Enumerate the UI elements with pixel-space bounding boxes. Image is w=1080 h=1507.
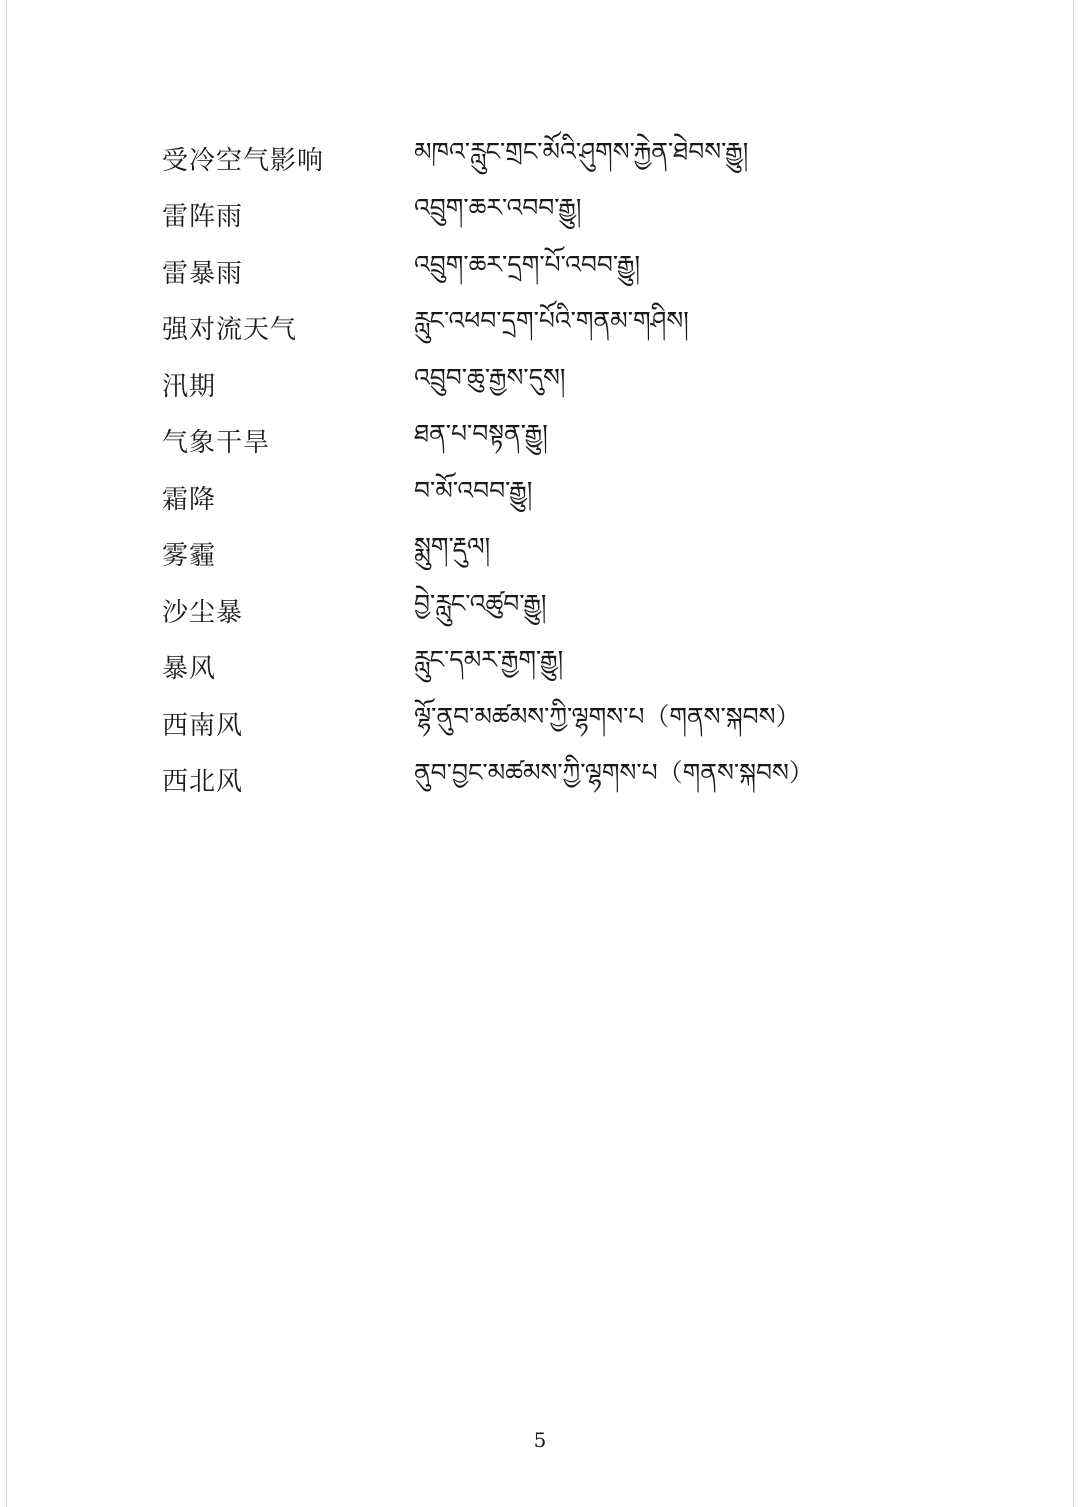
term-tibetan: ལྷོ་ནུབ་མཚམས་ཀྱི་ལྷགས་པ（གནས་སྐབས） <box>414 701 801 731</box>
page-number: 5 <box>533 1428 547 1452</box>
glossary-row <box>162 413 922 470</box>
glossary-row <box>162 752 922 809</box>
page-edge-left <box>6 0 7 1507</box>
term-chinese: 汛期 <box>162 371 217 402</box>
term-chinese: 沙尘暴 <box>162 597 244 628</box>
term-chinese: 西北风 <box>162 767 244 798</box>
glossary-row <box>162 243 922 300</box>
term-tibetan: མཁའ་རླུང་གྲང་མོའི་ཤུགས་རྐྱེན་ཐེབས་རྒྱུ། <box>414 136 749 166</box>
glossary-list <box>162 130 922 808</box>
term-tibetan: རླུང་འཕབ་དྲག་པོའི་གནམ་གཤིས། <box>414 306 689 336</box>
term-chinese: 雷暴雨 <box>162 258 244 289</box>
term-chinese: 西南风 <box>162 710 244 741</box>
page-edge-right <box>1073 0 1074 1507</box>
term-tibetan: བྱེ་རླུང་འཚུབ་རྒྱུ། <box>414 588 547 618</box>
glossary-row <box>162 300 922 357</box>
term-tibetan: ནུབ་བྱང་མཚམས་ཀྱི་ལྷགས་པ（གནས་སྐབས） <box>414 758 814 788</box>
glossary-row <box>162 526 922 583</box>
glossary-row <box>162 356 922 413</box>
term-chinese: 霜降 <box>162 484 217 515</box>
glossary-row <box>162 469 922 526</box>
term-chinese: 受冷空气影响 <box>162 145 325 176</box>
glossary-row <box>162 582 922 639</box>
term-tibetan: སྨུག་རྡུལ། <box>414 532 491 562</box>
term-chinese: 强对流天气 <box>162 315 298 346</box>
term-chinese: 气象干旱 <box>162 428 271 459</box>
glossary-row <box>162 695 922 752</box>
glossary-row <box>162 130 922 187</box>
term-tibetan: ཐན་པ་བསྟན་རྒྱུ། <box>414 419 548 449</box>
term-tibetan: རླུང་དམར་རྒྱག་རྒྱུ། <box>414 645 564 675</box>
glossary-row <box>162 187 922 244</box>
term-tibetan: འབྲུག་ཆར་དྲག་པོ་འབབ་རྒྱུ། <box>414 249 641 279</box>
term-tibetan: བ་མོ་འབབ་རྒྱུ། <box>414 475 533 505</box>
term-tibetan: འབྲུབ་ཆུ་རྒྱས་དུས། <box>414 362 566 392</box>
term-chinese: 雾霾 <box>162 541 217 572</box>
term-chinese: 暴风 <box>162 654 217 685</box>
glossary-row <box>162 639 922 696</box>
term-chinese: 雷阵雨 <box>162 202 244 233</box>
term-tibetan: འབྲུག་ཆར་འབབ་རྒྱུ། <box>414 193 582 223</box>
